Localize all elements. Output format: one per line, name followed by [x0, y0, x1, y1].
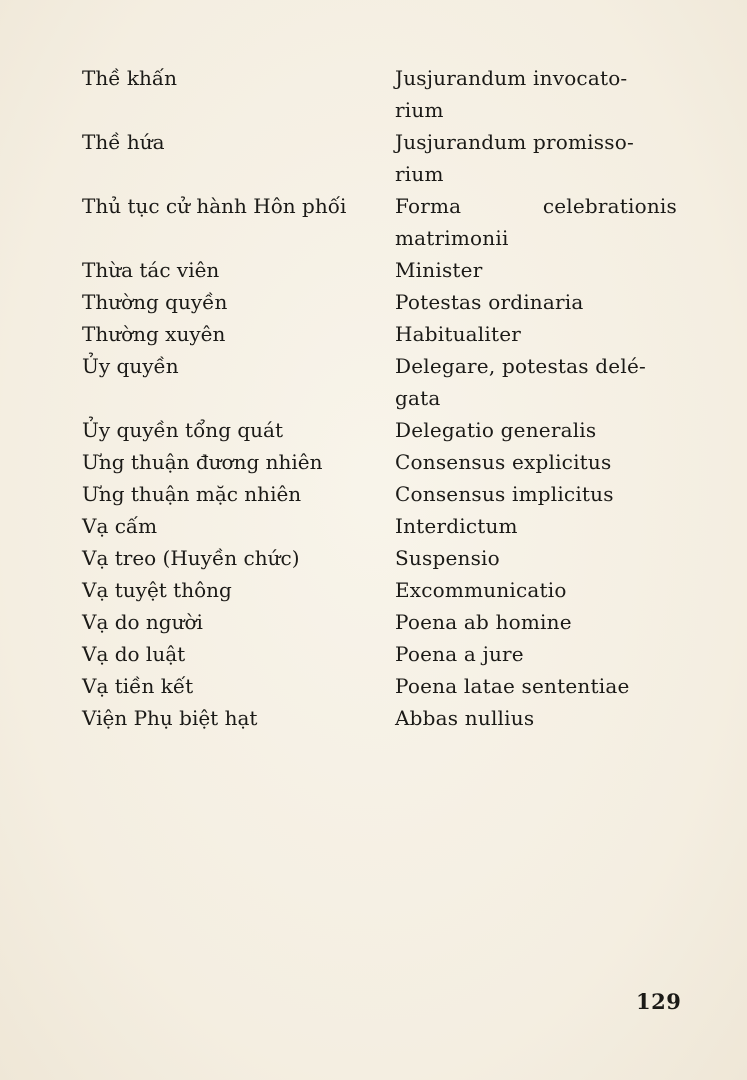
glossary-row	[82, 574, 682, 606]
vietnamese-term: Thừa tác viên	[82, 258, 220, 282]
glossary-row	[82, 670, 682, 702]
latin-term	[395, 254, 677, 286]
vietnamese-term: Thường xuyên	[82, 322, 226, 346]
page-number: 129	[636, 989, 682, 1014]
vietnamese-term: Ủy quyền	[82, 354, 179, 378]
glossary-row	[82, 350, 682, 414]
latin-word: Forma	[395, 194, 462, 218]
latin-line: Delegatio generalis	[395, 418, 597, 442]
latin-line: rium	[395, 98, 444, 122]
latin-line: Poena ab homine	[395, 610, 572, 634]
latin-line: Delegare, potestas delé-	[395, 354, 646, 378]
glossary-row	[82, 638, 682, 670]
glossary-row	[82, 702, 682, 734]
glossary-row	[82, 446, 682, 478]
latin-line: Jusjurandum invocato-	[395, 66, 628, 90]
latin-term	[395, 638, 677, 670]
glossary-table	[82, 62, 682, 734]
vietnamese-term: Ủy quyền tổng quát	[82, 418, 283, 442]
latin-term	[395, 670, 677, 702]
latin-term	[395, 350, 677, 414]
latin-word: celebrationis	[542, 194, 677, 218]
glossary-row	[82, 126, 682, 190]
glossary-row	[82, 318, 682, 350]
latin-line: Jusjurandum promisso-	[395, 130, 634, 154]
latin-term	[395, 702, 677, 734]
glossary-row	[82, 286, 682, 318]
vietnamese-term: Ưng thuận mặc nhiên	[82, 482, 302, 506]
glossary-row	[82, 510, 682, 542]
glossary-row	[82, 478, 682, 510]
vietnamese-term: Vạ tiền kết	[82, 674, 194, 698]
latin-line: Potestas ordinaria	[395, 290, 584, 314]
vietnamese-term: Viện Phụ biệt hạt	[82, 706, 258, 730]
latin-term	[395, 190, 677, 254]
vietnamese-term: Vạ tuyệt thông	[82, 578, 232, 602]
latin-line	[395, 190, 677, 222]
latin-term	[395, 414, 677, 446]
vietnamese-term: Ưng thuận đương nhiên	[82, 450, 323, 474]
vietnamese-term: Thề khấn	[82, 66, 178, 90]
latin-line: Interdictum	[395, 514, 518, 538]
latin-line: Consensus implicitus	[395, 482, 614, 506]
vietnamese-term: Vạ cấm	[82, 514, 158, 538]
vietnamese-term: Thường quyền	[82, 290, 228, 314]
vietnamese-term: Thề hứa	[82, 130, 165, 154]
glossary-row	[82, 62, 682, 126]
latin-term	[395, 62, 677, 126]
latin-line: Consensus explicitus	[395, 450, 612, 474]
latin-term	[395, 574, 677, 606]
vietnamese-term: Vạ do người	[82, 610, 203, 634]
latin-line: gata	[395, 386, 441, 410]
latin-line: Habitualiter	[395, 322, 522, 346]
latin-term	[395, 286, 677, 318]
latin-term	[395, 542, 677, 574]
latin-term	[395, 478, 677, 510]
latin-line: Minister	[395, 258, 483, 282]
vietnamese-term: Vạ do luật	[82, 642, 186, 666]
latin-term	[395, 446, 677, 478]
latin-term	[395, 606, 677, 638]
glossary-row	[82, 414, 682, 446]
latin-line: matrimonii	[395, 226, 509, 250]
latin-line: rium	[395, 162, 444, 186]
latin-term	[395, 510, 677, 542]
vietnamese-term: Thủ tục cử hành Hôn phối	[82, 194, 347, 218]
vietnamese-term: Vạ treo (Huyền chức)	[82, 546, 300, 570]
latin-line: Poena a jure	[395, 642, 524, 666]
latin-line: Excommunicatio	[395, 578, 567, 602]
glossary-row	[82, 542, 682, 574]
glossary-row	[82, 190, 682, 254]
glossary-row	[82, 254, 682, 286]
glossary-row	[82, 606, 682, 638]
latin-term	[395, 318, 677, 350]
latin-line: Suspensio	[395, 546, 500, 570]
latin-line: Abbas nullius	[395, 706, 535, 730]
latin-line: Poena latae sententiae	[395, 674, 630, 698]
latin-term	[395, 126, 677, 190]
